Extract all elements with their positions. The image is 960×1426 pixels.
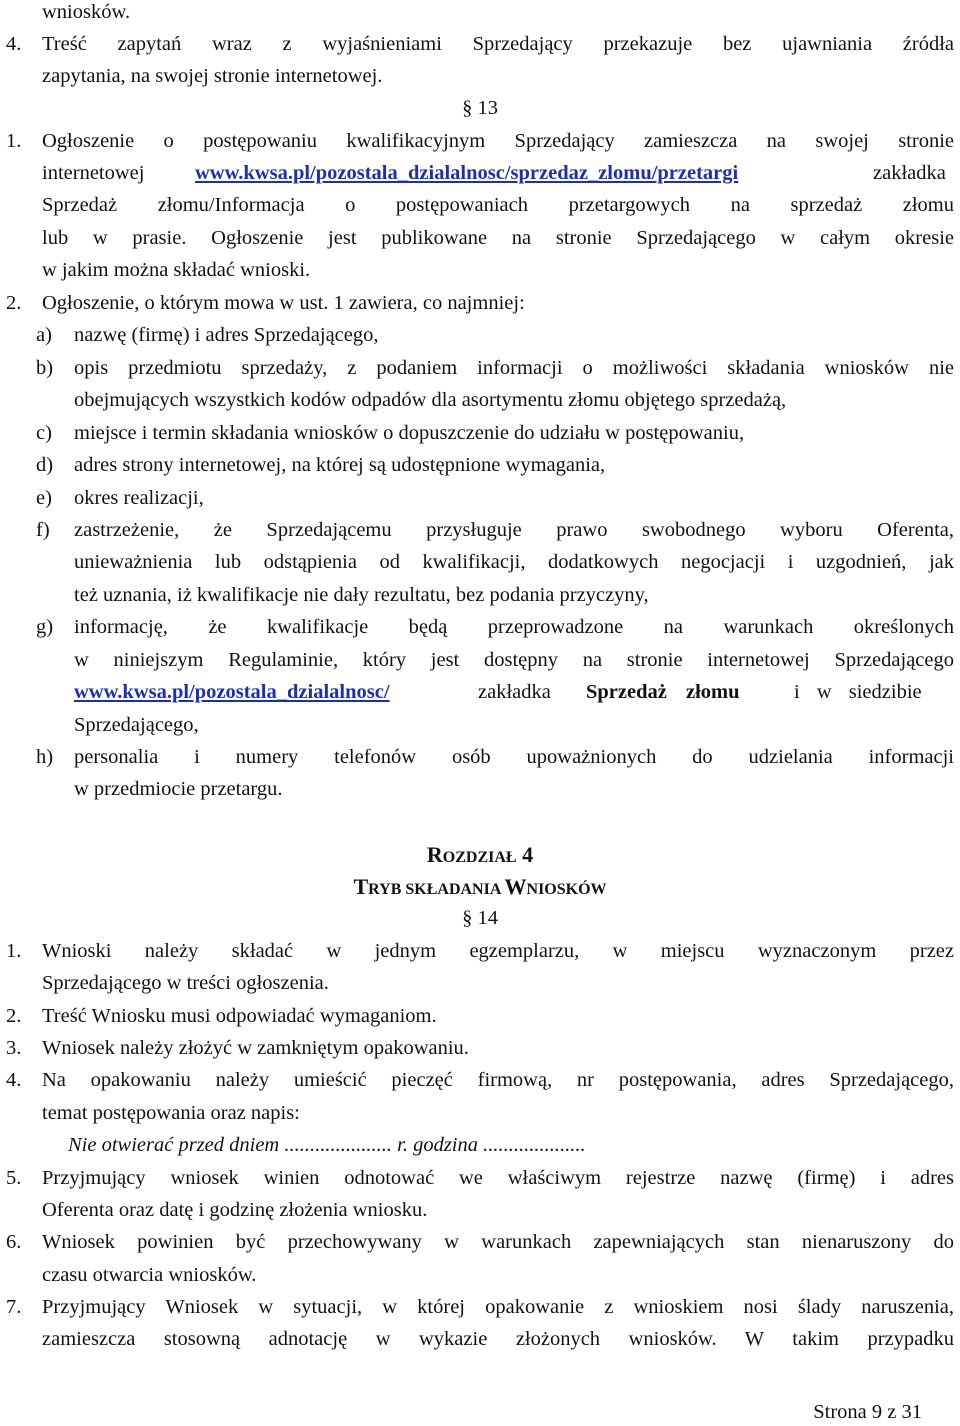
item-text: internetowej [42, 162, 145, 184]
list-item-text: też uznania, iż kwalifikacje nie dały rezultatu, bez podania przyczyny, [74, 584, 649, 606]
list-item-text: Sprzedającego, [74, 714, 199, 736]
list-label: e) [36, 487, 52, 509]
list-item-text: personalia i numery telefonów osób upoważnionych do udzielania informacji [74, 746, 954, 768]
list-item-text: obejmujących wszystkich kodów odpadów dla asortymentu złomu objętego sprzedażą, [74, 389, 787, 411]
chapter-title-rest: NIOSKÓW [526, 881, 607, 898]
item-text: w jakim można składać wnioski. [42, 259, 311, 281]
item-number: 4. [6, 1069, 22, 1091]
company-site-link[interactable]: www.kwsa.pl/pozostala_dzialalnosc/ [74, 681, 390, 703]
item-text: Wniosek powinien być przechowywany w warunkach zapewniających stan nienaruszony do [42, 1231, 954, 1253]
section-title: § 14 [462, 907, 498, 929]
list-label: d) [36, 454, 54, 476]
item-text: Wnioski należy składać w jednym egzemplarzu, w miejscu wyznaczonym przez [42, 940, 954, 962]
chapter-title-heading [0, 875, 960, 902]
chapter-title-cap: W [504, 874, 527, 899]
list-item-text: i w siedzibie [794, 681, 922, 703]
tab-name-bold: Sprzedaż złomu [586, 681, 740, 703]
list-item-text: zastrzeżenie, że Sprzedającemu przysługuje prawo swobodnego wyboru Oferenta, [74, 519, 954, 541]
list-item-text: nazwę (firmę) i adres Sprzedającego, [74, 324, 379, 346]
item-number: 5. [6, 1167, 22, 1189]
list-label: a) [36, 324, 52, 346]
list-item-text: miejsce i termin składania wniosków o dopuszczenie do udziału w postępowaniu, [74, 422, 745, 444]
item-text: Sprzedającego w treści ogłoszenia. [42, 972, 329, 994]
item-text: Przyjmujący wniosek winien odnotować we właściwym rejestrze nazwę (firmę) i adres [42, 1167, 954, 1189]
item-number: 2. [6, 1005, 22, 1027]
chapter-title-cap: T [353, 874, 369, 899]
list-item-text: informację, że kwalifikacje będą przeprowadzone na warunkach określonych [74, 616, 954, 638]
item-number: 1. [6, 940, 22, 962]
sale-page-link[interactable]: www.kwsa.pl/pozostala_dzialalnosc/sprzedaz_zlomu/przetargi [195, 162, 739, 184]
section-title: § 13 [462, 97, 498, 119]
list-item-text: okres realizacji, [74, 487, 204, 509]
chapter-heading-rest: OZDZIAŁ [442, 849, 517, 866]
item-text: Ogłoszenie o postępowaniu kwalifikacyjnym Sprzedający zamieszcza na swojej stronie [42, 130, 954, 152]
item-text: Przyjmujący Wniosek w sytuacji, w której opakowanie z wnioskiem nosi ślady naruszenia, [42, 1296, 954, 1318]
chapter-title-rest: RYB SKŁADANIA [368, 881, 505, 898]
item-number: 2. [6, 292, 22, 314]
list-item-text: unieważnienia lub odstąpienia od kwalifikacji, dodatkowych negocjacji i uzgodnień, jak [74, 551, 954, 573]
item-number: 6. [6, 1231, 22, 1253]
list-item-text: w przedmiocie przetargu. [74, 778, 283, 800]
list-item-text: w niniejszym Regulaminie, który jest dostępny na stronie internetowej Sprzedającego [74, 649, 954, 671]
chapter-number-heading [0, 843, 960, 870]
list-label: b) [36, 357, 54, 379]
list-label: c) [36, 422, 52, 444]
page-number: Strona 9 z 31 [813, 1401, 922, 1423]
list-item-text: adres strony internetowej, na której są udostępnione wymagania, [74, 454, 606, 476]
envelope-inscription: Nie otwierać przed dniem ..................... r. godzina .................... [68, 1134, 586, 1156]
list-item-text: zakładka [478, 681, 551, 703]
item-text: zamieszcza stosowną adnotację w wykazie złożonych wniosków. W takim przypadku [42, 1328, 954, 1350]
chapter-heading-number: 4 [516, 842, 534, 867]
item-number: 3. [6, 1037, 22, 1059]
item-text: Oferenta oraz datę i godzinę złożenia wniosku. [42, 1199, 428, 1221]
chapter-heading-cap: R [426, 842, 443, 867]
item-text: czasu otwarcia wniosków. [42, 1264, 257, 1286]
item-text: Ogłoszenie, o którym mowa w ust. 1 zawiera, co najmniej: [42, 292, 525, 314]
item-text: temat postępowania oraz napis: [42, 1102, 300, 1124]
item-text: Sprzedaż złomu/Informacja o postępowaniach przetargowych na sprzedaż złomu [42, 194, 954, 216]
item-text: Wniosek należy złożyć w zamkniętym opakowaniu. [42, 1037, 469, 1059]
list-label: g) [36, 616, 54, 638]
item-text: Treść Wniosku musi odpowiadać wymaganiom. [42, 1005, 437, 1027]
item-text: zapytania, na swojej stronie internetowej. [42, 65, 383, 87]
item-text: zakładka [873, 162, 946, 184]
list-label: f) [36, 519, 50, 541]
item-text: Treść zapytań wraz z wyjaśnieniami Sprzedający przekazuje bez ujawniania źródła [42, 33, 954, 55]
item-number: 7. [6, 1296, 22, 1318]
item-text: lub w prasie. Ogłoszenie jest publikowane na stronie Sprzedającego w całym okresie [42, 227, 954, 249]
item-number: 4. [6, 33, 22, 55]
list-label: h) [36, 746, 54, 768]
item-number: 1. [6, 130, 22, 152]
item-text: Na opakowaniu należy umieścić pieczęć firmową, nr postępowania, adres Sprzedającego, [42, 1069, 954, 1091]
continuation-text: wniosków. [42, 1, 131, 23]
list-item-text: opis przedmiotu sprzedaży, z podaniem informacji o możliwości składania wniosków nie [74, 357, 954, 379]
